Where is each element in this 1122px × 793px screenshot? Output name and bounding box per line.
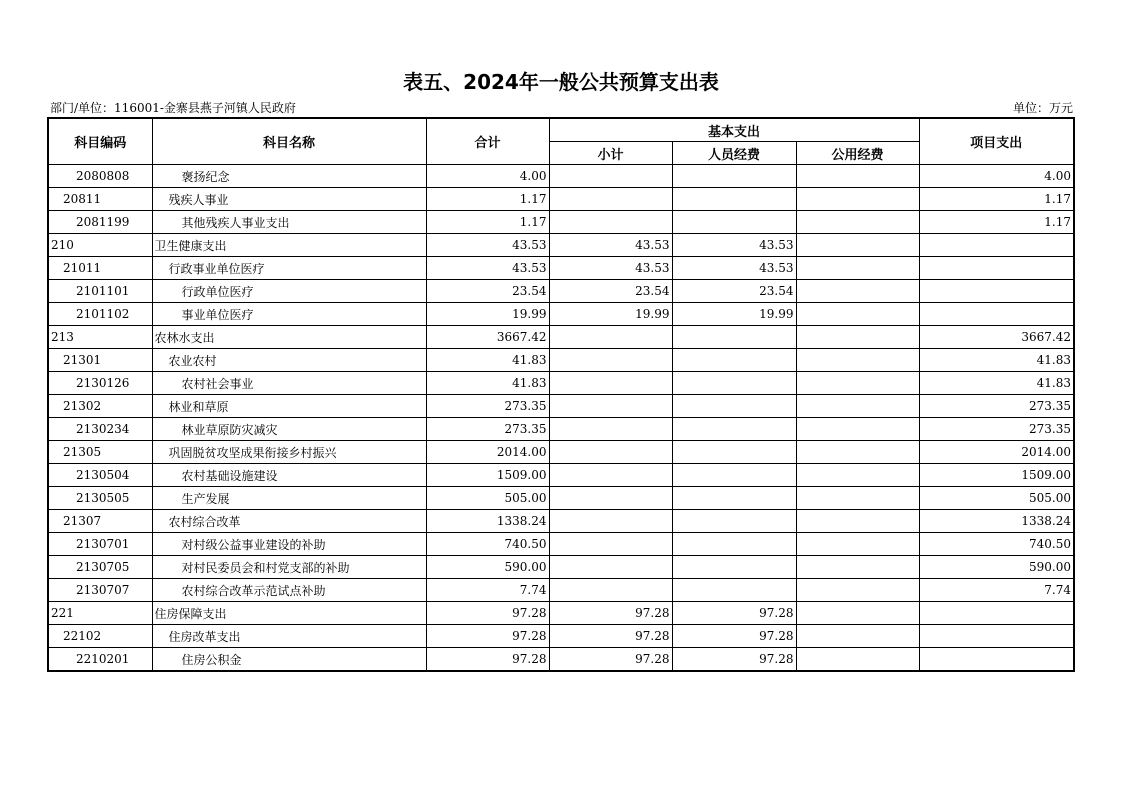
table-row [48, 257, 1074, 280]
cell-subtotal [549, 510, 672, 533]
cell-public [796, 372, 919, 395]
budget-table [47, 117, 1075, 672]
cell-project: 4.00 [919, 165, 1074, 188]
cell-name: 住房保障支出 [152, 602, 426, 625]
cell-name: 农村社会事业 [152, 372, 426, 395]
cell-name: 农业农村 [152, 349, 426, 372]
cell-code: 210 [48, 234, 152, 257]
cell-project: 3667.42 [919, 326, 1074, 349]
cell-project: 505.00 [919, 487, 1074, 510]
cell-subtotal [549, 533, 672, 556]
header-public: 公用经费 [796, 142, 919, 165]
cell-subtotal [549, 349, 672, 372]
table-row [48, 487, 1074, 510]
cell-subtotal: 43.53 [549, 234, 672, 257]
cell-public [796, 487, 919, 510]
cell-project [919, 257, 1074, 280]
cell-code: 2130505 [48, 487, 152, 510]
header-subtotal: 小计 [549, 142, 672, 165]
cell-project [919, 303, 1074, 326]
cell-total: 1338.24 [426, 510, 549, 533]
cell-personnel: 43.53 [672, 257, 796, 280]
cell-personnel [672, 441, 796, 464]
cell-total: 41.83 [426, 349, 549, 372]
cell-personnel [672, 579, 796, 602]
cell-code: 2101102 [48, 303, 152, 326]
cell-name: 对村民委员会和村党支部的补助 [152, 556, 426, 579]
cell-code: 21305 [48, 441, 152, 464]
cell-total: 41.83 [426, 372, 549, 395]
cell-public [796, 648, 919, 672]
cell-personnel [672, 533, 796, 556]
cell-code: 2101101 [48, 280, 152, 303]
cell-total: 740.50 [426, 533, 549, 556]
cell-project: 273.35 [919, 418, 1074, 441]
table-row [48, 533, 1074, 556]
cell-code: 2130234 [48, 418, 152, 441]
cell-public [796, 234, 919, 257]
table-row [48, 464, 1074, 487]
table-row [48, 372, 1074, 395]
cell-project [919, 234, 1074, 257]
cell-subtotal: 97.28 [549, 625, 672, 648]
cell-total: 1.17 [426, 211, 549, 234]
cell-name: 农村综合改革示范试点补助 [152, 579, 426, 602]
cell-personnel [672, 165, 796, 188]
cell-public [796, 280, 919, 303]
cell-code: 2080808 [48, 165, 152, 188]
table-row [48, 303, 1074, 326]
cell-name: 农村基础设施建设 [152, 464, 426, 487]
cell-name: 住房公积金 [152, 648, 426, 672]
cell-total: 97.28 [426, 648, 549, 672]
cell-subtotal [549, 188, 672, 211]
header-name: 科目名称 [152, 118, 426, 165]
header-personnel: 人员经费 [672, 142, 796, 165]
cell-code: 22102 [48, 625, 152, 648]
cell-public [796, 625, 919, 648]
cell-total: 43.53 [426, 257, 549, 280]
cell-subtotal [549, 464, 672, 487]
cell-project: 1338.24 [919, 510, 1074, 533]
cell-code: 2210201 [48, 648, 152, 672]
cell-personnel: 97.28 [672, 625, 796, 648]
cell-subtotal [549, 372, 672, 395]
cell-public [796, 303, 919, 326]
cell-public [796, 464, 919, 487]
cell-project: 273.35 [919, 395, 1074, 418]
cell-name: 对村级公益事业建设的补助 [152, 533, 426, 556]
cell-total: 1509.00 [426, 464, 549, 487]
cell-personnel [672, 487, 796, 510]
table-row [48, 234, 1074, 257]
cell-subtotal [549, 579, 672, 602]
cell-code: 2130126 [48, 372, 152, 395]
cell-subtotal [549, 326, 672, 349]
page-title: 表五、2024年一般公共预算支出表 [403, 70, 719, 94]
header-basic: 基本支出 [549, 118, 919, 142]
cell-public [796, 188, 919, 211]
cell-total: 97.28 [426, 625, 549, 648]
cell-code: 213 [48, 326, 152, 349]
unit-label: 单位：万元 [1012, 101, 1073, 115]
cell-personnel: 19.99 [672, 303, 796, 326]
cell-code: 20811 [48, 188, 152, 211]
cell-personnel [672, 395, 796, 418]
cell-total: 23.54 [426, 280, 549, 303]
cell-code: 2130504 [48, 464, 152, 487]
cell-subtotal: 19.99 [549, 303, 672, 326]
cell-name: 褒扬纪念 [152, 165, 426, 188]
cell-subtotal [549, 418, 672, 441]
cell-personnel [672, 418, 796, 441]
cell-subtotal [549, 441, 672, 464]
cell-name: 事业单位医疗 [152, 303, 426, 326]
cell-subtotal: 97.28 [549, 648, 672, 672]
cell-code: 2130701 [48, 533, 152, 556]
cell-total: 43.53 [426, 234, 549, 257]
table-row [48, 510, 1074, 533]
cell-subtotal: 97.28 [549, 602, 672, 625]
table-header [48, 118, 1074, 165]
cell-subtotal [549, 556, 672, 579]
cell-project: 740.50 [919, 533, 1074, 556]
cell-total: 97.28 [426, 602, 549, 625]
cell-total: 2014.00 [426, 441, 549, 464]
cell-total: 1.17 [426, 188, 549, 211]
cell-total: 273.35 [426, 395, 549, 418]
cell-project: 41.83 [919, 349, 1074, 372]
cell-code: 21011 [48, 257, 152, 280]
table-row [48, 326, 1074, 349]
cell-public [796, 418, 919, 441]
table-row [48, 188, 1074, 211]
cell-subtotal: 43.53 [549, 257, 672, 280]
header-code: 科目编码 [48, 118, 152, 165]
header-project: 项目支出 [919, 118, 1074, 165]
cell-code: 21301 [48, 349, 152, 372]
cell-name: 林业和草原 [152, 395, 426, 418]
cell-public [796, 349, 919, 372]
cell-total: 505.00 [426, 487, 549, 510]
cell-public [796, 165, 919, 188]
cell-public [796, 556, 919, 579]
cell-code: 221 [48, 602, 152, 625]
cell-name: 其他残疾人事业支出 [152, 211, 426, 234]
table-body [48, 165, 1074, 672]
cell-personnel [672, 349, 796, 372]
table-row [48, 602, 1074, 625]
cell-project [919, 648, 1074, 672]
table-row [48, 395, 1074, 418]
cell-personnel [672, 464, 796, 487]
table-row [48, 349, 1074, 372]
cell-personnel [672, 510, 796, 533]
cell-total: 590.00 [426, 556, 549, 579]
cell-subtotal: 23.54 [549, 280, 672, 303]
cell-code: 2130707 [48, 579, 152, 602]
cell-project: 2014.00 [919, 441, 1074, 464]
cell-personnel: 97.28 [672, 602, 796, 625]
table-row [48, 211, 1074, 234]
cell-public [796, 579, 919, 602]
cell-personnel [672, 372, 796, 395]
cell-name: 行政单位医疗 [152, 280, 426, 303]
cell-personnel [672, 188, 796, 211]
cell-name: 行政事业单位医疗 [152, 257, 426, 280]
cell-public [796, 533, 919, 556]
table-row [48, 625, 1074, 648]
cell-name: 巩固脱贫攻坚成果衔接乡村振兴 [152, 441, 426, 464]
cell-project: 1.17 [919, 188, 1074, 211]
table-row [48, 280, 1074, 303]
cell-public [796, 441, 919, 464]
cell-project: 7.74 [919, 579, 1074, 602]
table-row [48, 579, 1074, 602]
cell-total: 4.00 [426, 165, 549, 188]
cell-public [796, 257, 919, 280]
cell-project: 1509.00 [919, 464, 1074, 487]
cell-name: 住房改革支出 [152, 625, 426, 648]
cell-name: 农村综合改革 [152, 510, 426, 533]
cell-subtotal [549, 165, 672, 188]
cell-project [919, 280, 1074, 303]
cell-personnel: 23.54 [672, 280, 796, 303]
cell-total: 19.99 [426, 303, 549, 326]
cell-subtotal [549, 211, 672, 234]
table-row [48, 441, 1074, 464]
cell-name: 卫生健康支出 [152, 234, 426, 257]
cell-project [919, 602, 1074, 625]
cell-personnel [672, 326, 796, 349]
cell-subtotal [549, 487, 672, 510]
cell-public [796, 326, 919, 349]
cell-project: 1.17 [919, 211, 1074, 234]
department-label: 部门/单位：116001-金寨县燕子河镇人民政府 [50, 101, 296, 115]
cell-code: 21307 [48, 510, 152, 533]
cell-public [796, 211, 919, 234]
cell-project: 590.00 [919, 556, 1074, 579]
cell-subtotal [549, 395, 672, 418]
cell-public [796, 602, 919, 625]
cell-personnel: 97.28 [672, 648, 796, 672]
cell-total: 7.74 [426, 579, 549, 602]
cell-name: 农林水支出 [152, 326, 426, 349]
cell-code: 21302 [48, 395, 152, 418]
header-total: 合计 [426, 118, 549, 165]
cell-public [796, 510, 919, 533]
cell-code: 2130705 [48, 556, 152, 579]
cell-personnel [672, 211, 796, 234]
cell-personnel: 43.53 [672, 234, 796, 257]
cell-name: 生产发展 [152, 487, 426, 510]
cell-total: 273.35 [426, 418, 549, 441]
cell-name: 林业草原防灾减灾 [152, 418, 426, 441]
cell-public [796, 395, 919, 418]
cell-personnel [672, 556, 796, 579]
table-row [48, 165, 1074, 188]
cell-name: 残疾人事业 [152, 188, 426, 211]
cell-project [919, 625, 1074, 648]
table-row [48, 648, 1074, 672]
table-row [48, 556, 1074, 579]
cell-project: 41.83 [919, 372, 1074, 395]
cell-total: 3667.42 [426, 326, 549, 349]
cell-code: 2081199 [48, 211, 152, 234]
table-row [48, 418, 1074, 441]
